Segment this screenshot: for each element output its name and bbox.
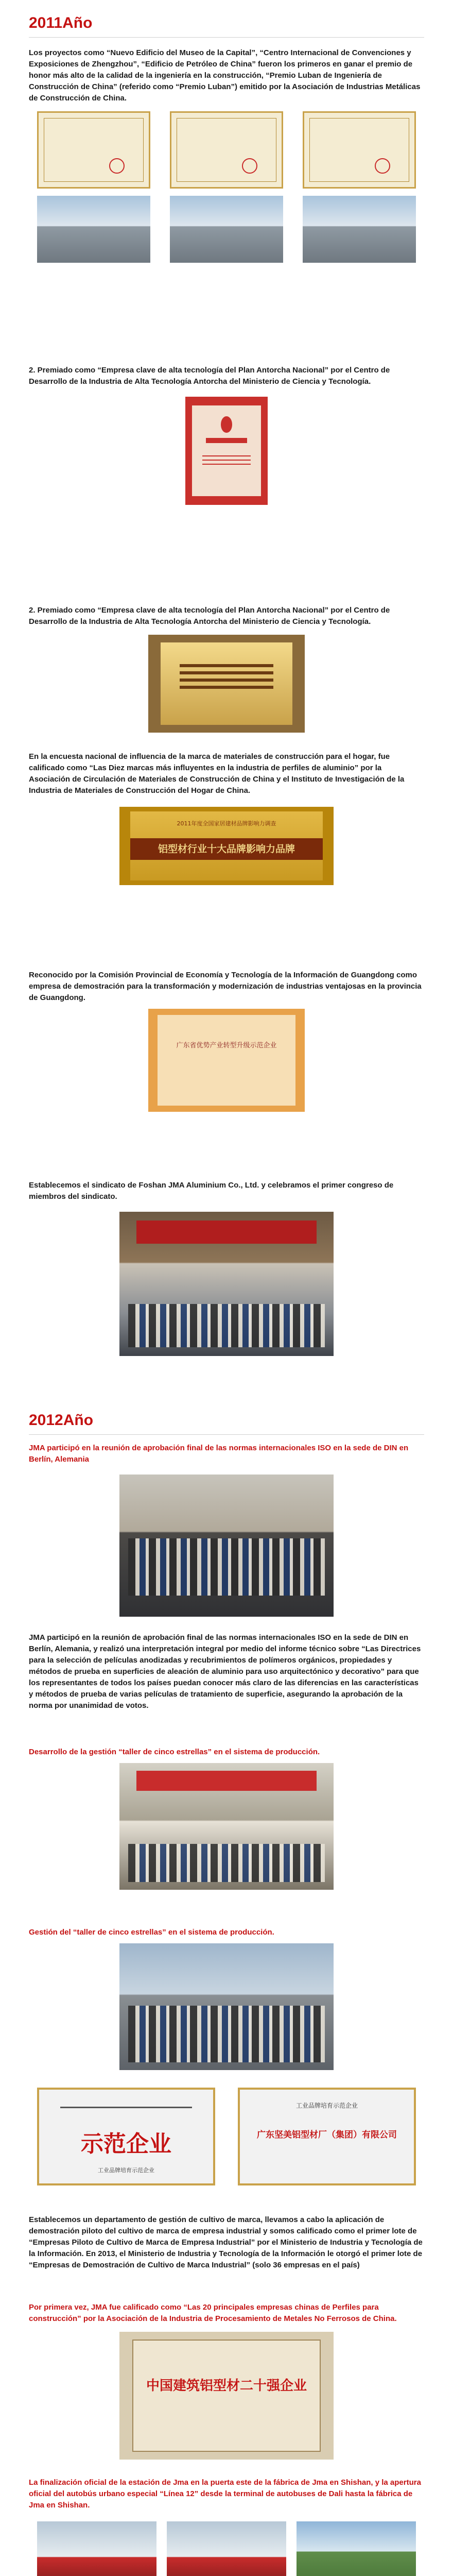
torch-plaque-image (148, 635, 305, 733)
divider (29, 1434, 424, 1435)
plaque-title: 铝型材行业十大品牌影响力品牌 (158, 843, 295, 855)
paragraph-2011-brand: En la encuesta nacional de influencia de la marca de materiales de construcción para el hogar, fue calificado como “Las Diez marcas más influyentes en la industria de perfiles de aluminio” por la Asociación de Circulación de Materiales de Construcción de China y el Instituto de Investigación de la Industria de Materiales de Construcción del Hogar de China. (29, 752, 405, 795)
paragraph-2012-workshop-2: Gestión del “taller de cinco estrellas” en el sistema de producción. (29, 1928, 274, 1937)
paragraph-2011-torch-2: 2. Premiado como “Empresa clave de alta tecnología del Plan Antorcha Nacional” por el Centro de Desarrollo de la Industria de Alta Tecnología Antorcha del Ministerio de Ciencia y Tecnología. (29, 606, 390, 626)
paragraph-2011-guangdong: Reconocido por la Comisión Provincial de Economía y Tecnología de la Información de Guangdong como empresa de demostración para la transformación y modernización de industrias ventajosas en la provincia de Guangdong. (29, 971, 422, 1002)
guangdong-plaque-image (148, 1009, 305, 1112)
paragraph-2012-top20: Por primera vez, JMA fue calificado como “Las 20 principales empresas chinas de Perfiles para construcción” por la Asociación de la Industria de Procesamiento de Metales No Ferrosos de China. (29, 2303, 397, 2323)
building-photo (303, 196, 416, 263)
paragraph-2011-torch: 2. Premiado como “Empresa clave de alta tecnología del Plan Antorcha Nacional” por el Centro de Desarrollo de la Industria de Alta Tecnología Antorcha del Ministerio de Ciencia y Tecnología. (29, 366, 390, 386)
union-meeting-photo (119, 1212, 334, 1356)
certificate-image (37, 111, 150, 189)
plaque-text: 工业品牌培育示范企业 (98, 2166, 154, 2174)
company-plaque-image (238, 2088, 416, 2185)
paragraph-2012-iso: JMA participó en la reunión de aprobación final de las normas internacionales ISO en la sede de DIN en Berlín, Alemania (29, 1444, 409, 1464)
workshop-staff-photo (119, 1943, 334, 2070)
torch-certificate-image (185, 397, 268, 505)
bus-photo (167, 2521, 286, 2576)
paragraph-2012-workshop: Desarrollo de la gestión “taller de cinco estrellas” en el sistema de producción. (29, 1748, 320, 1756)
paragraph-2012-brand-cultivation: Establecemos un departamento de gestión de cultivo de marca, llevamos a cabo la aplicación de demostración piloto del cultivo de marca de empresa industrial y somos calificado como el primer lote de “Empresas Piloto de Cultivo de Marca de Empresa Industrial” por el Ministerio de Industria y Tecnología de la Información. En 2013, el Ministerio de Industria y Tecnología de la Información le otorgó el primer lote de “Empresas de Demostración de Cultivo de Marca Industrial” (solo 36 empresas en el país) (29, 2215, 423, 2269)
bus-photo (37, 2521, 156, 2576)
building-photo (170, 196, 283, 263)
brand-plaque-image (119, 807, 334, 885)
plaque-text: 广东省优势产业转型升级示范企业 (176, 1042, 277, 1049)
certificate-image (170, 111, 283, 189)
bus-station-photo (297, 2521, 416, 2576)
plaque-text: 工业品牌培育示范企业 (295, 2102, 358, 2109)
plaque-heading: 2011年度全国家居建材品牌影响力调查 (177, 820, 276, 827)
paragraph-2011-luban: Los proyectos como “Nuevo Edificio del Museo de la Capital”, “Centro Internacional de Convenciones y Exposiciones de Zhengzhou”, “Edificio de Petróleo de China” fueron los primeros en ganar el premio de honor más alto de la calidad de la ingeniería en la construcción, “Premio Luban de Ingeniería de Construcción de China” (referido como “Premio Luban”) emitido por la Asociación de Industrias Metálicas de Construcción de China. (29, 48, 421, 103)
plaque-big-text: 中国建筑铝型材二十强企业 (146, 2378, 307, 2394)
top20-plaque-image (119, 2332, 334, 2460)
divider (29, 37, 424, 38)
paragraph-2011-union: Establecemos el sindicato de Foshan JMA Aluminium Co., Ltd. y celebramos el primer congreso de miembros del sindicato. (29, 1181, 394, 1201)
plaque-big-text: 示范企业 (81, 2131, 171, 2157)
industry-brand-plaque-image (37, 2088, 215, 2185)
building-photo (37, 196, 150, 263)
paragraph-2012-iso-detail: JMA participó en la reunión de aprobación final de las normas internacionales ISO en la sede de DIN en Berlín, Alemania, y realizó una interpretación integral por medio del informe técnico sobre “Las Directrices para la selección de películas anodizadas y recubrimientos de polímeros orgánicos, propiedades y métodos de prueba en superficies de aleación de aluminio para uso arquitectónico y decorativo” para que los representantes de todos los países puedan conocer más claro de las diferencias en las características y métodos de prueba de varias películas de tratamiento de superficie, asegurando la aprobación de la norma por unanimidad de votos. (29, 1633, 421, 1710)
plaque-company-name: 广东坚美铝型材厂（集团）有限公司 (257, 2129, 397, 2140)
paragraph-2012-bus-station: La finalización oficial de la estación de Jma en la puerta este de la fábrica de Jma en Shishan, y la apertura oficial del autobús urbano especial “Línea 12” desde la terminal de autobuses de Dali hasta la fábrica de Jma en Shishan. (29, 2478, 421, 2510)
year-2011-title: 2011Año (29, 14, 93, 31)
workshop-photo (119, 1763, 334, 1890)
iso-meeting-photo (119, 1475, 334, 1617)
certificate-image (303, 111, 416, 189)
year-2012-title: 2012Año (29, 1412, 94, 1429)
